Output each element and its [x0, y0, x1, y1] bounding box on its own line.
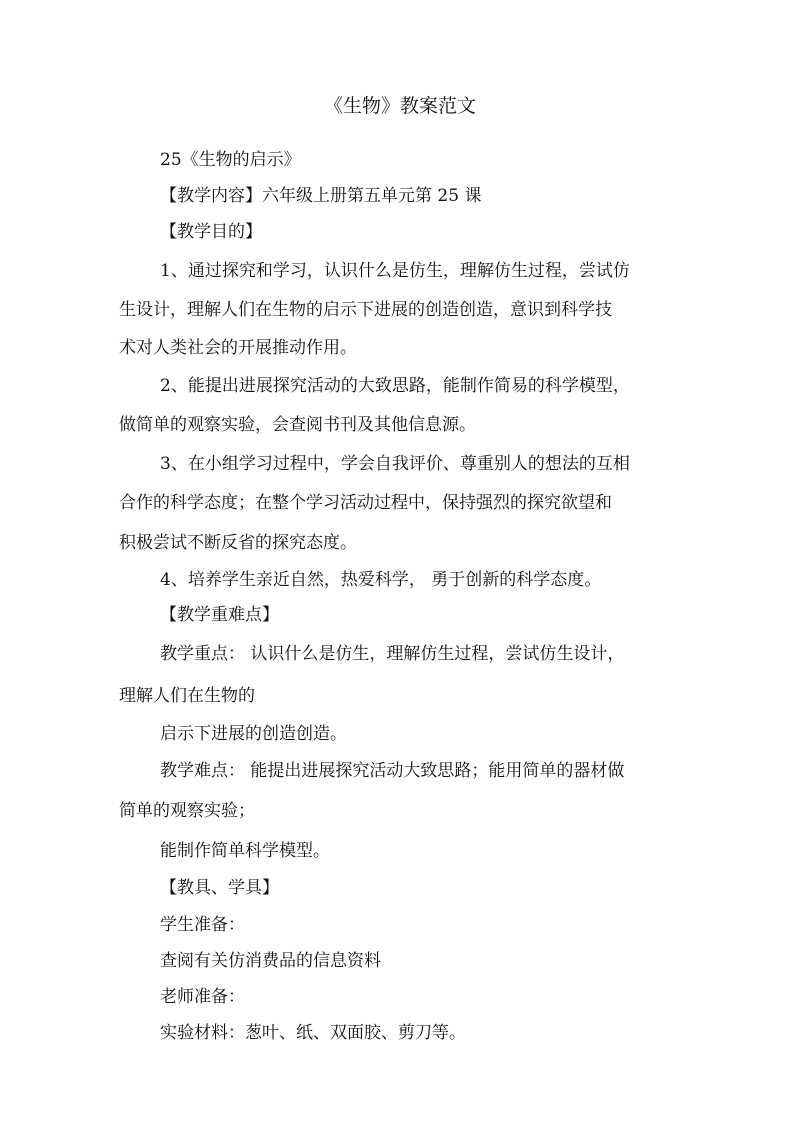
section-teaching-content: 【教学内容】六年级上册第五单元第 25 课: [160, 186, 482, 206]
paragraph-line: 4、培养学生亲近自然，热爱科学， 勇于创新的科学态度。: [160, 570, 602, 590]
paragraph-line: 1、通过探究和学习，认识什么是仿生，理解仿生过程，尝试仿: [160, 261, 630, 281]
paragraph-line: 能制作简单科学模型。: [160, 841, 330, 861]
paragraph-line: 教学难点： 能提出进展探究活动大致思路；能用简单的器材做: [160, 761, 625, 781]
paragraph-line: 理解人们在生物的: [119, 686, 255, 706]
document-title: 《生物》教案范文: [323, 95, 476, 117]
paragraph-line: 术对人类社会的开展推动作用。: [119, 338, 357, 358]
paragraph-line: 启示下进展的创造创造。: [160, 724, 347, 744]
paragraph-line: 合作的科学态度；在整个学习活动过程中，保持强烈的探究欲望和: [119, 493, 612, 513]
paragraph-line: 生设计，理解人们在生物的启示下进展的创造创造，意识到科学技: [119, 300, 612, 320]
section-teaching-aids: 【教具、学具】: [160, 878, 279, 898]
paragraph-line: 2、能提出进展探究活动的大致思路，能制作简易的科学模型，: [160, 376, 630, 396]
paragraph-line: 实验材料：葱叶、纸、双面胶、剪刀等。: [160, 1023, 466, 1043]
section-teaching-objectives: 【教学目的】: [160, 222, 262, 242]
paragraph-line: 教学重点： 认识什么是仿生，理解仿生过程，尝试仿生设计，: [160, 644, 625, 664]
paragraph-line: 老师准备：: [160, 987, 245, 1007]
paragraph-line: 查阅有关仿消费品的信息资料: [160, 951, 381, 971]
paragraph-line: 简单的观察实验；: [119, 801, 255, 821]
section-key-difficult-points: 【教学重难点】: [160, 605, 279, 625]
paragraph-line: 做简单的观察实验，会查阅书刊及其他信息源。: [119, 415, 476, 435]
paragraph-line: 积极尝试不断反省的探究态度。: [119, 533, 357, 553]
paragraph-line: 学生准备：: [160, 915, 245, 935]
lesson-title: 25《生物的启示》: [160, 150, 301, 170]
paragraph-line: 3、在小组学习过程中，学会自我评价、尊重别人的想法的互相: [160, 454, 630, 474]
